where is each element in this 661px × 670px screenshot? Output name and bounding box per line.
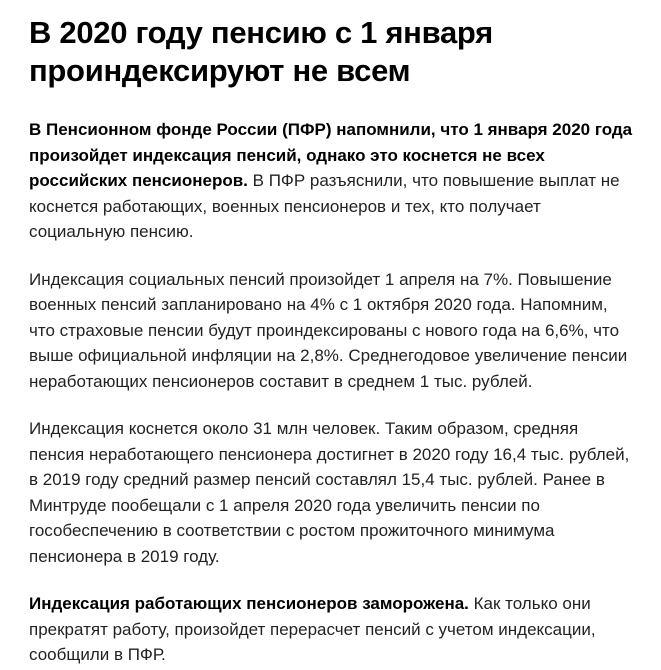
paragraph-text: Индексация социальных пенсий произойдет 1 апреля на 7%. Повышение военных пенсий запланировано на 4% с 1 октября 2020 года. Напомним, что страховые пенсии будут проиндексированы с нового года на 6,6%, что выше официальной инфляции на 2,8%. Среднегодовое увеличение пенсии неработающих пенсионеров составит в среднем 1 тыс. рублей. (29, 269, 628, 391)
paragraph-text: В ПФР разъяснили, что повышение выплат не коснется работающих, военных пенсионеров и тех, кто получает социальную пенсию. (29, 171, 620, 241)
article-paragraph-1 (29, 117, 633, 245)
article-paragraph-4 (29, 591, 633, 668)
article-paragraph-3 (29, 416, 633, 569)
paragraph-text: Индексация коснется около 31 млн человек. Таким образом, средняя пенсия неработающего пенсионера достигнет в 2020 году 16,4 тыс. рублей, в 2019 году средний размер пенсий составлял 15,4 тыс. рублей. Ранее в Минтруде пообещали с 1 апреля 2020 года увеличить пенсии по гособеспечению в соответствии с ростом прожиточного минимума пенсионера в 2019 году. (29, 419, 630, 566)
paragraph-lead-bold: Индексация работающих пенсионеров заморожена. (29, 594, 469, 613)
article-title: В 2020 году пенсию с 1 января проиндексируют не всем (29, 15, 493, 88)
paragraph-lead-bold: В Пенсионном фонде России (ПФР) напомнили, что 1 января 2020 года произойдет индексация пенсий, однако это коснется не всех российских пенсионеров. (29, 120, 633, 190)
article-paragraph-2 (29, 267, 633, 395)
paragraph-text: Как только они прекратят работу, произойдет перерасчет пенсий с учетом индексации, сообщили в ПФР. (29, 594, 596, 664)
